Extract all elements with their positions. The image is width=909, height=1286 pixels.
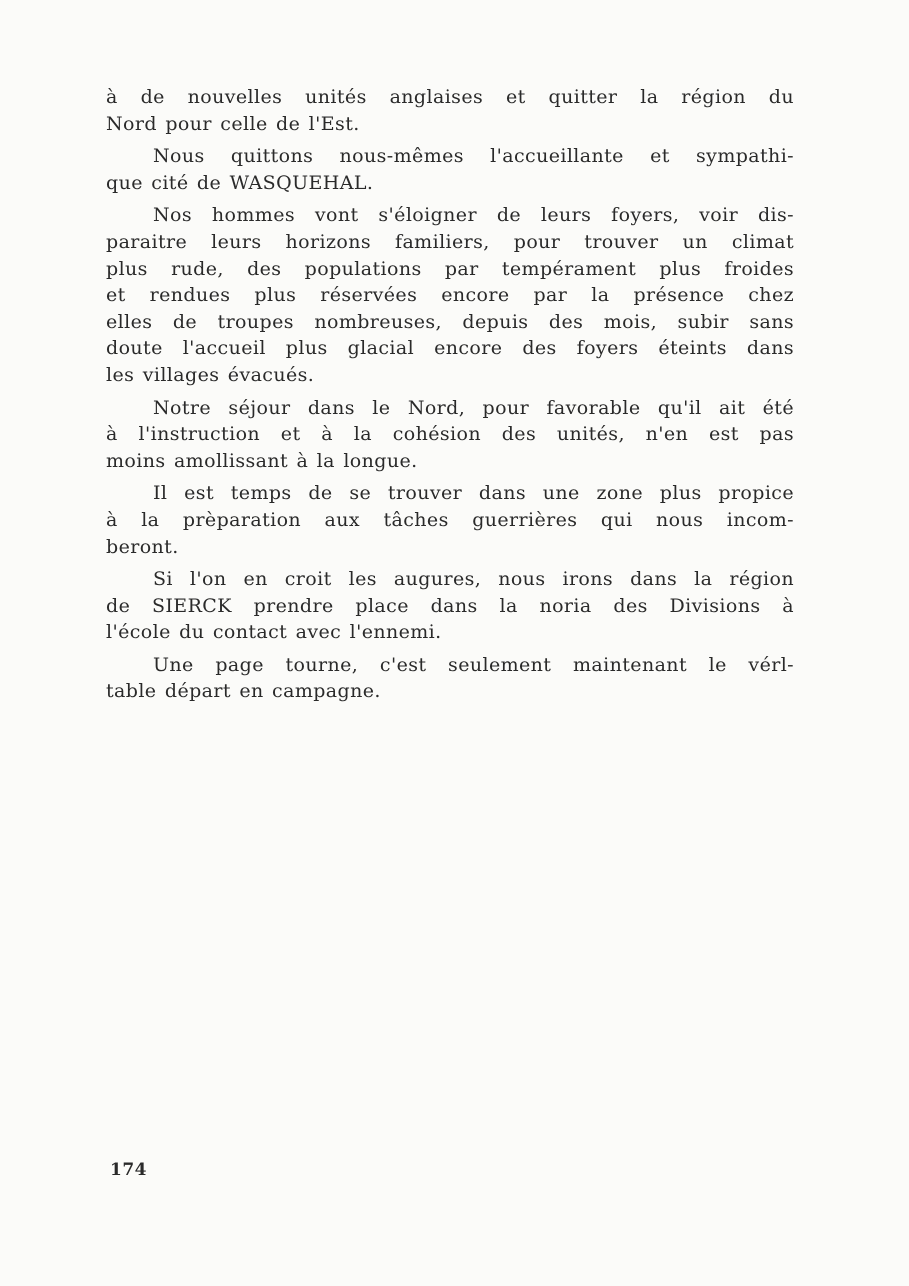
text-line: Il est temps de se trouver dans une zone plus propice [153, 482, 794, 505]
text-line: table départ en campagne. [106, 680, 381, 703]
text-line: les villages évacués. [106, 363, 315, 386]
text-line: Nos hommes vont s'éloigner de leurs foyers, voir dis- [153, 204, 794, 227]
paragraph [106, 84, 794, 137]
paragraph [106, 566, 794, 646]
paragraph [106, 395, 794, 475]
text-line: à la prèparation aux tâches guerrières qui nous incom- [106, 508, 794, 531]
text-line: de SIERCK prendre place dans la noria des Divisions à [106, 594, 794, 617]
page-number: 174 [110, 1160, 147, 1180]
text-line: Une page tourne, c'est seulement maintenant le vérl- [153, 653, 794, 676]
text-line: Nord pour celle de l'Est. [106, 112, 360, 135]
text-line: l'école du contact avec l'ennemi. [106, 621, 442, 644]
text-line: à de nouvelles unités anglaises et quitter la région du [106, 86, 794, 108]
text-line: plus rude, des populations par tempérament plus froides [106, 257, 794, 280]
paragraph [106, 143, 794, 196]
paragraph [106, 480, 794, 560]
paragraph [106, 202, 794, 388]
paragraph [106, 652, 794, 705]
text-line: Nous quittons nous-mêmes l'accueillante et sympathi- [153, 145, 794, 168]
text-line: Notre séjour dans le Nord, pour favorable qu'il ait été [153, 396, 794, 419]
text-line: Si l'on en croit les augures, nous irons dans la région [153, 568, 794, 591]
text-line: beront. [106, 535, 179, 558]
text-line: elles de troupes nombreuses, depuis des mois, subir sans [106, 310, 794, 333]
text-line: et rendues plus réservées encore par la présence chez [106, 284, 794, 307]
text-line: doute l'accueil plus glacial encore des foyers éteints dans [106, 337, 794, 360]
body-text [106, 84, 794, 711]
text-line: paraitre leurs horizons familiers, pour trouver un climat [106, 230, 794, 253]
text-line: que cité de WASQUEHAL. [106, 171, 374, 194]
text-line: à l'instruction et à la cohésion des unités, n'en est pas [106, 423, 794, 446]
text-line: moins amollissant à la longue. [106, 449, 418, 472]
